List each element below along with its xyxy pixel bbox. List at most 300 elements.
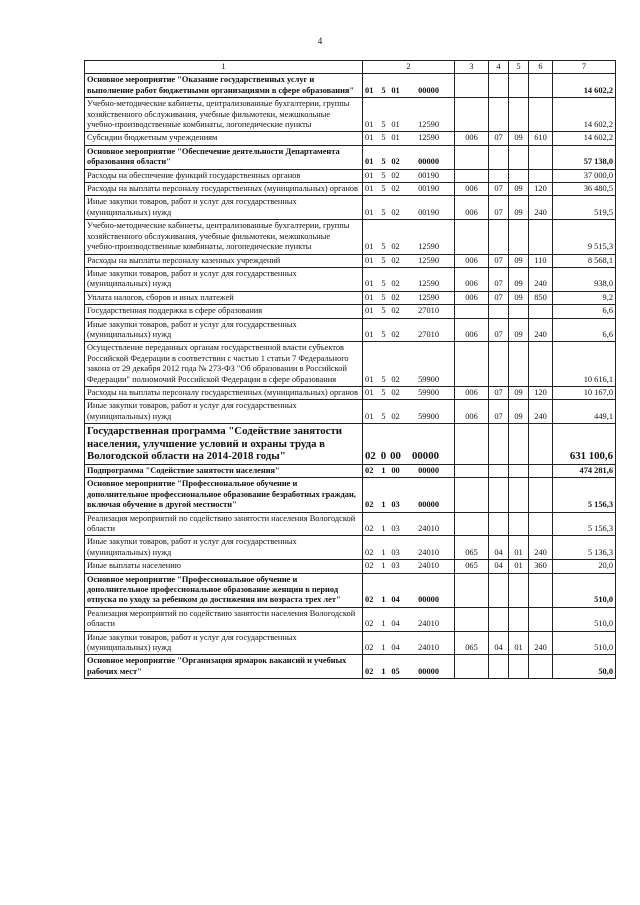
item-name: Расходы на выплаты персоналу государственных (муниципальных) органов	[85, 386, 363, 399]
col-5-value	[509, 478, 529, 512]
col-6-value	[529, 145, 553, 169]
col-4-value: 04	[489, 631, 509, 655]
col-6-value: 240	[529, 400, 553, 424]
item-name: Основное мероприятие "Оказание государственных услуг и выполнение работ бюджетными организациями в сфере образования"	[85, 74, 363, 98]
col-5-value	[509, 220, 529, 254]
item-name: Учебно-методические кабинеты, централизованные бухгалтерии, группы хозяйственного обслуживания, учебные фильмотеки, межшкольные учебно-производственные комбинаты, логопедические пункты	[85, 220, 363, 254]
code-program: 02	[365, 547, 374, 557]
code-direction: 59900	[418, 387, 439, 397]
amount: 474 281,6	[553, 464, 616, 477]
item-name: Основное мероприятие "Профессиональное обучение и дополнительное профессиональное образование женщин в период отпуска по уходу за ребенком до достижения им возраста трех лет"	[85, 573, 363, 607]
col-3-value: 006	[455, 386, 489, 399]
target-article-code	[363, 631, 455, 655]
code-subprogram: 5	[381, 120, 386, 130]
amount: 10 167,0	[553, 386, 616, 399]
table-row	[85, 573, 616, 607]
table-row	[85, 560, 616, 573]
code-subprogram: 0	[380, 450, 387, 463]
target-article-code	[363, 536, 455, 560]
col-6-value	[529, 342, 553, 387]
code-activity: 02	[391, 242, 400, 252]
target-article-code	[363, 655, 455, 679]
item-name: Иные закупки товаров, работ и услуг для государственных (муниципальных) нужд	[85, 318, 363, 342]
target-article-code	[363, 573, 455, 607]
code-program: 01	[365, 133, 374, 143]
code-subprogram: 5	[381, 374, 386, 384]
code-activity: 01	[391, 85, 400, 95]
col-4-value	[489, 169, 509, 182]
item-name: Иные закупки товаров, работ и услуг для государственных (муниципальных) нужд	[85, 631, 363, 655]
code-activity: 00	[390, 450, 401, 463]
col-4-value: 07	[489, 254, 509, 267]
item-name: Основное мероприятие "Обеспечение деятельности Департамента образования области"	[85, 145, 363, 169]
table-row	[85, 424, 616, 465]
col-4-value: 07	[489, 291, 509, 304]
col-6-value: 120	[529, 386, 553, 399]
item-name: Иные закупки товаров, работ и услуг для государственных (муниципальных) нужд	[85, 267, 363, 291]
table-row	[85, 478, 616, 512]
code-direction: 12590	[418, 120, 439, 130]
amount: 449,1	[553, 400, 616, 424]
code-direction: 12590	[418, 279, 439, 289]
budget-table-body	[85, 61, 616, 679]
table-row	[85, 74, 616, 98]
col-4-value	[489, 342, 509, 387]
code-activity: 01	[391, 133, 400, 143]
col-3-value	[455, 98, 489, 132]
code-subprogram: 5	[381, 157, 386, 167]
col-5-value	[509, 169, 529, 182]
code-program: 02	[365, 643, 374, 653]
target-article-code	[363, 318, 455, 342]
col-4-value	[489, 424, 509, 465]
col-6-value	[529, 98, 553, 132]
amount: 510,0	[553, 631, 616, 655]
table-row	[85, 267, 616, 291]
col-5-value	[509, 424, 529, 465]
code-program: 01	[365, 411, 374, 421]
item-name: Основное мероприятие "Организация ярмарок вакансий и учебных рабочих мест"	[85, 655, 363, 679]
column-header: 3	[455, 61, 489, 74]
target-article-code	[363, 607, 455, 631]
col-3-value: 006	[455, 318, 489, 342]
code-program: 01	[365, 184, 374, 194]
code-subprogram: 5	[381, 170, 386, 180]
target-article-code	[363, 169, 455, 182]
target-article-code	[363, 220, 455, 254]
table-row	[85, 254, 616, 267]
col-4-value: 04	[489, 560, 509, 573]
target-article-code	[363, 145, 455, 169]
target-article-code	[363, 478, 455, 512]
col-3-value	[455, 573, 489, 607]
code-program: 01	[365, 120, 374, 130]
amount: 5 156,3	[553, 512, 616, 536]
col-5-value: 01	[509, 536, 529, 560]
col-6-value	[529, 305, 553, 318]
item-name: Иные закупки товаров, работ и услуг для государственных (муниципальных) нужд	[85, 196, 363, 220]
column-header: 4	[489, 61, 509, 74]
col-3-value	[455, 169, 489, 182]
code-activity: 04	[391, 595, 400, 605]
item-name: Основное мероприятие "Профессиональное обучение и дополнительное профессиональное образование безработных граждан, включая обучение в другой местности"	[85, 478, 363, 512]
amount: 14 602,2	[553, 98, 616, 132]
item-name: Иные закупки товаров, работ и услуг для государственных (муниципальных) нужд	[85, 400, 363, 424]
code-activity: 03	[391, 500, 400, 510]
table-row	[85, 655, 616, 679]
code-activity: 05	[391, 666, 400, 676]
code-direction: 24010	[418, 561, 439, 571]
col-5-value: 09	[509, 400, 529, 424]
col-6-value	[529, 74, 553, 98]
col-3-value	[455, 464, 489, 477]
code-direction: 00190	[418, 207, 439, 217]
code-program: 01	[365, 292, 374, 302]
col-3-value: 006	[455, 400, 489, 424]
col-5-value: 09	[509, 132, 529, 145]
item-name: Уплата налогов, сборов и иных платежей	[85, 291, 363, 304]
amount: 14 602,2	[553, 132, 616, 145]
col-4-value: 04	[489, 536, 509, 560]
amount: 57 138,0	[553, 145, 616, 169]
column-header: 6	[529, 61, 553, 74]
code-direction: 00190	[418, 170, 439, 180]
column-header: 7	[553, 61, 616, 74]
col-3-value	[455, 305, 489, 318]
target-article-code	[363, 254, 455, 267]
amount: 10 616,1	[553, 342, 616, 387]
table-row	[85, 169, 616, 182]
item-name: Иные выплаты населению	[85, 560, 363, 573]
col-3-value	[455, 512, 489, 536]
code-program: 01	[365, 374, 374, 384]
code-activity: 02	[391, 279, 400, 289]
code-direction: 59900	[418, 411, 439, 421]
target-article-code	[363, 424, 455, 465]
target-article-code	[363, 512, 455, 536]
item-name: Государственная программа "Содействие занятости населения, улучшение условий и охраны труда в Вологодской области на 2014-2018 годы"	[85, 424, 363, 465]
col-4-value: 07	[489, 196, 509, 220]
table-row	[85, 291, 616, 304]
col-4-value: 07	[489, 400, 509, 424]
code-program: 02	[365, 561, 374, 571]
col-6-value	[529, 464, 553, 477]
code-subprogram: 5	[381, 184, 386, 194]
amount: 9,2	[553, 291, 616, 304]
col-4-value	[489, 573, 509, 607]
col-5-value: 09	[509, 386, 529, 399]
code-activity: 02	[391, 374, 400, 384]
table-row	[85, 220, 616, 254]
target-article-code	[363, 464, 455, 477]
item-name: Государственная поддержка в сфере образования	[85, 305, 363, 318]
code-subprogram: 5	[381, 411, 386, 421]
code-activity: 04	[391, 643, 400, 653]
code-program: 01	[365, 85, 374, 95]
amount: 510,0	[553, 573, 616, 607]
code-program: 02	[365, 619, 374, 629]
code-direction: 00000	[412, 450, 439, 463]
code-program: 02	[365, 465, 374, 475]
code-subprogram: 1	[381, 500, 386, 510]
column-header-row	[85, 61, 616, 74]
code-activity: 03	[391, 561, 400, 571]
item-name: Осуществление переданных органам государственной власти субъектов Российской Федерации в соответствии с частью 1 статьи 7 Федерального закона от 29 декабря 2012 года № 273-ФЗ "Об образовании в Российской Федерации" полномочий Российской Федерации в сфере образования	[85, 342, 363, 387]
table-row	[85, 342, 616, 387]
amount: 8 568,1	[553, 254, 616, 267]
code-program: 02	[365, 524, 374, 533]
table-row	[85, 464, 616, 477]
amount: 6,6	[553, 305, 616, 318]
table-row	[85, 631, 616, 655]
target-article-code	[363, 196, 455, 220]
col-4-value: 07	[489, 132, 509, 145]
col-5-value: 09	[509, 254, 529, 267]
amount: 5 156,3	[553, 478, 616, 512]
col-4-value	[489, 655, 509, 679]
amount: 36 480,5	[553, 183, 616, 196]
col-5-value	[509, 145, 529, 169]
code-subprogram: 5	[381, 279, 386, 289]
amount: 20,0	[553, 560, 616, 573]
col-3-value: 006	[455, 254, 489, 267]
amount: 519,5	[553, 196, 616, 220]
code-direction: 59900	[418, 374, 439, 384]
code-direction: 00000	[418, 157, 439, 167]
table-row	[85, 196, 616, 220]
code-direction: 12590	[418, 133, 439, 143]
col-4-value	[489, 607, 509, 631]
col-5-value	[509, 342, 529, 387]
col-5-value: 09	[509, 267, 529, 291]
col-4-value	[489, 98, 509, 132]
col-6-value: 240	[529, 536, 553, 560]
code-direction: 00000	[418, 666, 439, 676]
code-program: 02	[365, 500, 374, 510]
col-5-value: 01	[509, 560, 529, 573]
col-3-value: 006	[455, 291, 489, 304]
col-4-value	[489, 220, 509, 254]
col-6-value: 240	[529, 318, 553, 342]
code-subprogram: 5	[381, 133, 386, 143]
table-row	[85, 386, 616, 399]
code-subprogram: 1	[381, 561, 386, 571]
budget-table	[84, 60, 616, 679]
col-5-value	[509, 607, 529, 631]
col-6-value	[529, 424, 553, 465]
code-activity: 01	[391, 120, 400, 130]
item-name: Расходы на выплаты персоналу государственных (муниципальных) органов	[85, 183, 363, 196]
table-row	[85, 183, 616, 196]
amount: 631 100,6	[553, 424, 616, 465]
table-row	[85, 145, 616, 169]
item-name: Реализация мероприятий по содействию занятости населения Вологодской области	[85, 512, 363, 536]
code-subprogram: 5	[381, 329, 386, 339]
code-program: 01	[365, 157, 374, 167]
amount: 37 000,0	[553, 169, 616, 182]
code-activity: 02	[391, 329, 400, 339]
code-subprogram: 1	[381, 643, 386, 653]
table-row	[85, 305, 616, 318]
col-3-value	[455, 220, 489, 254]
table-row	[85, 132, 616, 145]
col-4-value	[489, 145, 509, 169]
col-6-value	[529, 655, 553, 679]
target-article-code	[363, 560, 455, 573]
code-program: 02	[365, 595, 374, 605]
code-direction: 24010	[418, 643, 439, 653]
col-6-value: 610	[529, 132, 553, 145]
col-6-value	[529, 607, 553, 631]
col-6-value: 240	[529, 267, 553, 291]
table-row	[85, 98, 616, 132]
code-activity: 02	[391, 411, 400, 421]
amount: 9 515,3	[553, 220, 616, 254]
code-subprogram: 1	[381, 524, 386, 533]
col-5-value: 09	[509, 196, 529, 220]
item-name: Реализация мероприятий по содействию занятости населения Вологодской области	[85, 607, 363, 631]
col-5-value: 09	[509, 318, 529, 342]
code-direction: 27010	[418, 306, 439, 316]
amount: 5 136,3	[553, 536, 616, 560]
table-row	[85, 512, 616, 536]
table-row	[85, 318, 616, 342]
col-3-value	[455, 478, 489, 512]
code-direction: 27010	[418, 329, 439, 339]
col-5-value	[509, 655, 529, 679]
col-3-value: 065	[455, 560, 489, 573]
target-article-code	[363, 132, 455, 145]
code-subprogram: 5	[381, 85, 386, 95]
col-5-value: 09	[509, 291, 529, 304]
code-direction: 00000	[418, 465, 439, 475]
col-6-value	[529, 169, 553, 182]
target-article-code	[363, 74, 455, 98]
code-subprogram: 1	[381, 595, 386, 605]
code-activity: 02	[391, 170, 400, 180]
col-6-value	[529, 512, 553, 536]
code-subprogram: 5	[381, 207, 386, 217]
col-4-value: 07	[489, 267, 509, 291]
code-activity: 02	[391, 157, 400, 167]
code-subprogram: 1	[381, 666, 386, 676]
code-direction: 24010	[418, 547, 439, 557]
col-4-value	[489, 478, 509, 512]
code-direction: 00000	[418, 500, 439, 510]
code-direction: 24010	[418, 524, 439, 533]
code-direction: 12590	[418, 255, 439, 265]
code-subprogram: 5	[381, 306, 386, 316]
code-activity: 00	[391, 465, 400, 475]
target-article-code	[363, 342, 455, 387]
code-program: 01	[365, 387, 374, 397]
table-row	[85, 607, 616, 631]
code-subprogram: 5	[381, 292, 386, 302]
col-4-value	[489, 74, 509, 98]
col-3-value: 065	[455, 536, 489, 560]
col-6-value	[529, 573, 553, 607]
code-activity: 02	[391, 255, 400, 265]
item-name: Расходы на выплаты персоналу казенных учреждений	[85, 254, 363, 267]
amount: 938,0	[553, 267, 616, 291]
code-program: 01	[365, 279, 374, 289]
code-program: 01	[365, 207, 374, 217]
col-6-value: 240	[529, 631, 553, 655]
col-3-value	[455, 145, 489, 169]
col-4-value: 07	[489, 318, 509, 342]
col-5-value: 09	[509, 183, 529, 196]
col-4-value	[489, 464, 509, 477]
code-direction: 00190	[418, 184, 439, 194]
code-program: 01	[365, 170, 374, 180]
code-subprogram: 5	[381, 387, 386, 397]
code-direction: 00000	[418, 595, 439, 605]
col-3-value	[455, 655, 489, 679]
code-direction: 24010	[418, 619, 439, 629]
target-article-code	[363, 98, 455, 132]
column-header: 1	[85, 61, 363, 74]
code-program: 02	[365, 450, 376, 463]
code-subprogram: 1	[381, 547, 386, 557]
col-4-value	[489, 512, 509, 536]
col-5-value	[509, 512, 529, 536]
col-6-value: 850	[529, 291, 553, 304]
item-name: Учебно-методические кабинеты, централизованные бухгалтерии, группы хозяйственного обслуживания, учебные фильмотеки, межшкольные учебно-производственные комбинаты, логопедические пункты	[85, 98, 363, 132]
target-article-code	[363, 305, 455, 318]
amount: 50,0	[553, 655, 616, 679]
code-direction: 12590	[418, 292, 439, 302]
code-activity: 04	[391, 619, 400, 629]
col-4-value	[489, 305, 509, 318]
col-6-value	[529, 220, 553, 254]
item-name: Иные закупки товаров, работ и услуг для государственных (муниципальных) нужд	[85, 536, 363, 560]
code-activity: 02	[391, 207, 400, 217]
target-article-code	[363, 400, 455, 424]
page-number: 4	[317, 36, 323, 46]
col-3-value: 065	[455, 631, 489, 655]
amount: 510,0	[553, 607, 616, 631]
target-article-code	[363, 291, 455, 304]
col-4-value: 07	[489, 183, 509, 196]
code-subprogram: 1	[381, 465, 386, 475]
code-activity: 02	[391, 306, 400, 316]
col-3-value: 006	[455, 267, 489, 291]
col-5-value	[509, 74, 529, 98]
col-3-value: 006	[455, 132, 489, 145]
code-subprogram: 5	[381, 255, 386, 265]
code-activity: 02	[391, 292, 400, 302]
code-activity: 02	[391, 184, 400, 194]
col-5-value	[509, 98, 529, 132]
table-row	[85, 536, 616, 560]
col-5-value	[509, 464, 529, 477]
code-program: 02	[365, 666, 374, 676]
target-article-code	[363, 386, 455, 399]
code-subprogram: 1	[381, 619, 386, 629]
col-3-value: 006	[455, 183, 489, 196]
col-6-value: 120	[529, 183, 553, 196]
col-3-value	[455, 342, 489, 387]
code-subprogram: 5	[381, 242, 386, 252]
table-row	[85, 400, 616, 424]
item-name: Подпрограмма "Содействие занятости населения"	[85, 464, 363, 477]
col-4-value: 07	[489, 386, 509, 399]
code-direction: 00000	[418, 85, 439, 95]
column-header: 2	[363, 61, 455, 74]
col-5-value	[509, 305, 529, 318]
col-3-value	[455, 607, 489, 631]
amount: 6,6	[553, 318, 616, 342]
